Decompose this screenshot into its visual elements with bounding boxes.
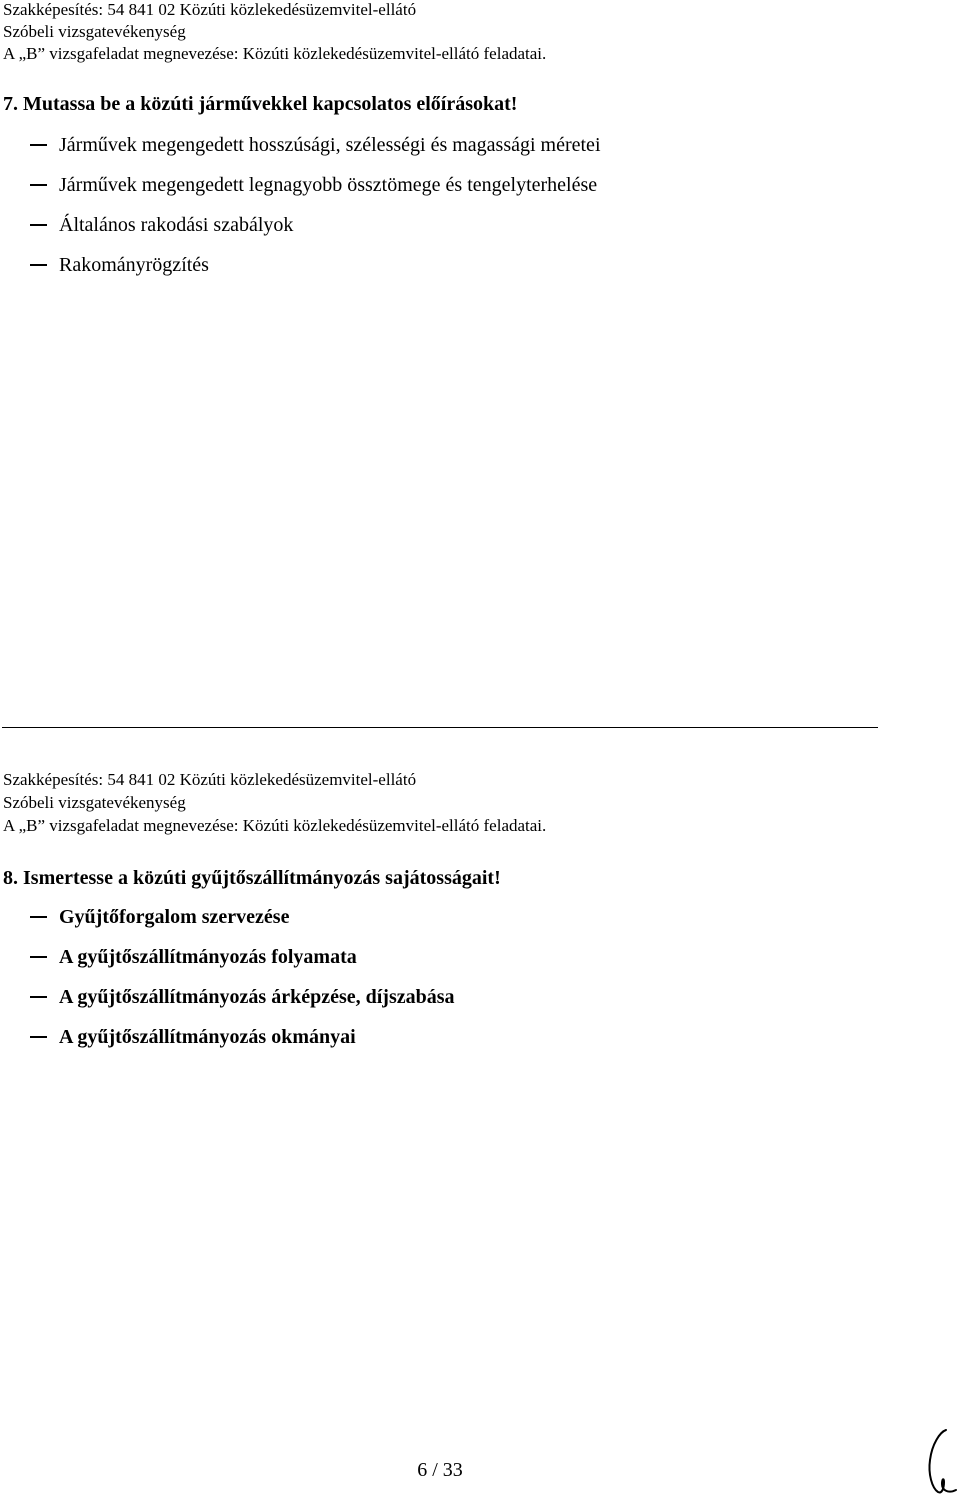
list-item-text: Rakományrögzítés	[59, 254, 209, 276]
header-qualification: Szakképesítés: 54 841 02 Közúti közlekedésüzemvitel-ellátó	[3, 0, 417, 19]
list-item-text: Járművek megengedett hosszúsági, szélességi és magassági méretei	[59, 134, 601, 156]
list-item	[0, 133, 900, 157]
list-item	[0, 173, 900, 197]
question-7-title: 7. Mutassa be a közúti járművekkel kapcsolatos előírásokat!	[3, 93, 518, 115]
header-task: A „B” vizsgafeladat megnevezése: Közúti közlekedésüzemvitel-ellátó feladatai.	[3, 816, 547, 835]
page-divider	[2, 727, 878, 728]
list-item	[0, 1025, 900, 1049]
list-item-text: Általános rakodási szabályok	[59, 214, 294, 236]
header-activity: Szóbeli vizsgatevékenység	[3, 22, 186, 41]
dash-bullet-icon	[30, 916, 47, 918]
header-qualification: Szakképesítés: 54 841 02 Közúti közlekedésüzemvitel-ellátó	[3, 770, 417, 789]
page-number: 6 / 33	[417, 1459, 463, 1481]
signature-mark	[920, 1422, 958, 1498]
header-task: A „B” vizsgafeladat megnevezése: Közúti közlekedésüzemvitel-ellátó feladatai.	[3, 44, 547, 63]
list-item	[0, 253, 900, 277]
dash-bullet-icon	[30, 184, 47, 186]
list-item-text: Gyűjtőforgalom szervezése	[59, 906, 290, 928]
dash-bullet-icon	[30, 996, 47, 998]
dash-bullet-icon	[30, 956, 47, 958]
list-item-text: A gyűjtőszállítmányozás árképzése, díjszabása	[59, 986, 455, 1008]
list-item	[0, 905, 900, 929]
list-item	[0, 945, 900, 969]
list-item	[0, 985, 900, 1009]
dash-bullet-icon	[30, 264, 47, 266]
header-activity: Szóbeli vizsgatevékenység	[3, 793, 186, 812]
list-item-text: Járművek megengedett legnagyobb össztömege és tengelyterhelése	[59, 174, 598, 196]
list-item-text: A gyűjtőszállítmányozás okmányai	[59, 1026, 356, 1048]
list-item-text: A gyűjtőszállítmányozás folyamata	[59, 946, 357, 968]
dash-bullet-icon	[30, 144, 47, 146]
list-item	[0, 213, 900, 237]
dash-bullet-icon	[30, 1036, 47, 1038]
dash-bullet-icon	[30, 224, 47, 226]
question-8-title: 8. Ismertesse a közúti gyűjtőszállítmányozás sajátosságait!	[3, 867, 501, 889]
